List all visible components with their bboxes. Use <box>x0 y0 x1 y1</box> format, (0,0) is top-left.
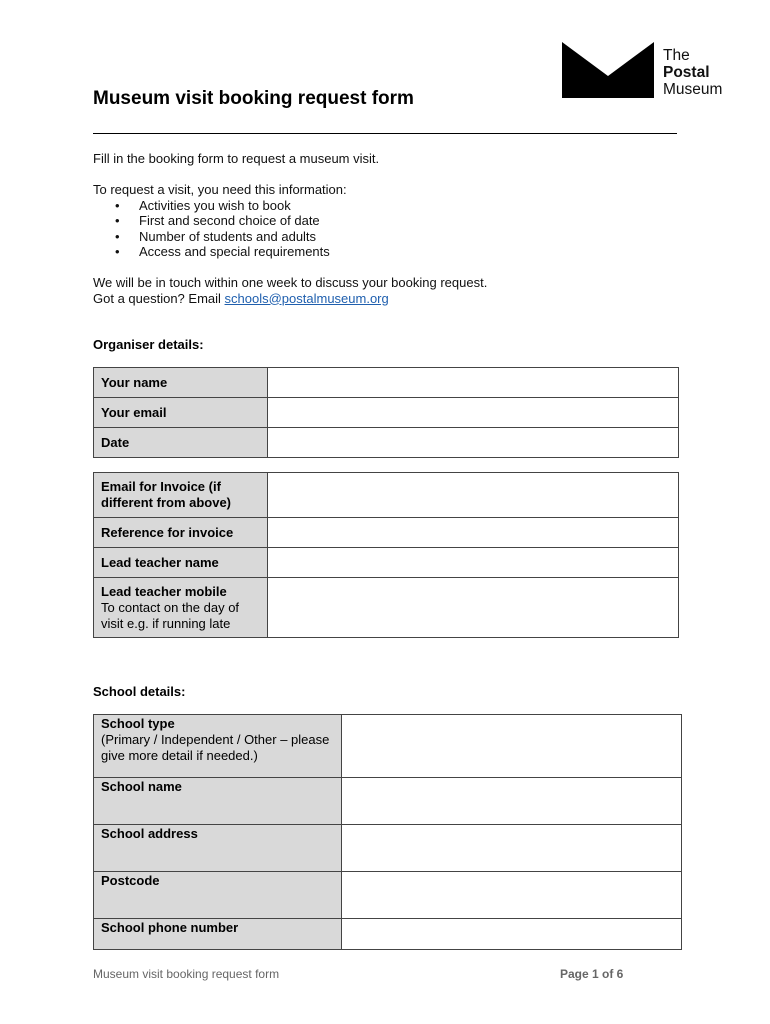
organiser-table <box>93 367 679 458</box>
in-touch-text: We will be in touch within one week to discuss your booking request. <box>93 275 488 290</box>
table-row <box>94 518 679 548</box>
postcode-label: Postcode <box>94 872 342 919</box>
school-address-label: School address <box>94 825 342 872</box>
school-name-label: School name <box>94 778 342 825</box>
table-row <box>94 778 682 825</box>
table-row <box>94 548 679 578</box>
school-details-heading: School details: <box>93 684 186 699</box>
logo-wordmark <box>663 47 722 98</box>
your-email-label: Your email <box>94 398 268 428</box>
table-row <box>94 368 679 398</box>
your-name-label: Your name <box>94 368 268 398</box>
footer-document-title: Museum visit booking request form <box>93 967 280 981</box>
requirements-list <box>93 198 347 260</box>
table-row <box>94 872 682 919</box>
title-divider <box>93 133 677 134</box>
school-type-label: School type (Primary / Independent / Other – please give more detail if needed.) <box>94 715 342 778</box>
intro-contact <box>93 275 487 306</box>
page-title: Museum visit booking request form <box>93 88 414 109</box>
your-name-field[interactable] <box>268 368 679 398</box>
lead-teacher-name-label: Lead teacher name <box>94 548 268 578</box>
date-label: Date <box>94 428 268 458</box>
school-type-field[interactable] <box>342 715 682 778</box>
school-type-note: (Primary / Independent / Other – please give more detail if needed.) <box>101 732 330 763</box>
lead-teacher-name-field[interactable] <box>268 548 679 578</box>
list-item: • Number of students and adults <box>139 229 347 245</box>
postcode-field[interactable] <box>342 872 682 919</box>
table-row <box>94 473 679 518</box>
intro-fill-in: Fill in the booking form to request a museum visit. <box>93 151 380 166</box>
schools-email-link[interactable]: schools@postalmuseum.org <box>224 290 389 306</box>
logo-line-3: Museum <box>663 81 723 98</box>
postal-museum-logo-icon <box>562 42 654 98</box>
logo-line-2: Postal <box>663 64 710 81</box>
school-table <box>93 714 682 950</box>
lead-teacher-mobile-note: To contact on the day of visit e.g. if running late <box>101 599 240 631</box>
question-text: Got a question? Email schools@postalmuseum.org <box>93 290 389 306</box>
table-row <box>94 715 682 778</box>
organiser-details-heading: Organiser details: <box>93 337 204 352</box>
table-row <box>94 428 679 458</box>
intro-requirements <box>93 182 347 260</box>
invoice-table <box>93 472 679 638</box>
logo-line-1: The <box>663 47 690 64</box>
invoice-email-field[interactable] <box>268 473 679 518</box>
your-email-field[interactable] <box>268 398 679 428</box>
school-phone-label: School phone number <box>94 919 342 950</box>
school-name-field[interactable] <box>342 778 682 825</box>
footer-page-number: Page 1 of 6 <box>560 967 624 981</box>
list-item: • Activities you wish to book <box>139 198 347 214</box>
school-phone-field[interactable] <box>342 919 682 950</box>
table-row <box>94 398 679 428</box>
invoice-reference-field[interactable] <box>268 518 679 548</box>
table-row <box>94 825 682 872</box>
invoice-email-label: Email for Invoice (if different from above) <box>94 473 268 518</box>
need-info-text: To request a visit, you need this information: <box>93 182 347 197</box>
table-row <box>94 578 679 638</box>
school-address-field[interactable] <box>342 825 682 872</box>
lead-teacher-mobile-label: Lead teacher mobile To contact on the day of visit e.g. if running late <box>94 578 268 638</box>
list-item: • Access and special requirements <box>139 244 347 260</box>
invoice-reference-label: Reference for invoice <box>94 518 268 548</box>
date-field[interactable] <box>268 428 679 458</box>
lead-teacher-mobile-field[interactable] <box>268 578 679 638</box>
list-item: • First and second choice of date <box>139 213 347 229</box>
table-row <box>94 919 682 950</box>
